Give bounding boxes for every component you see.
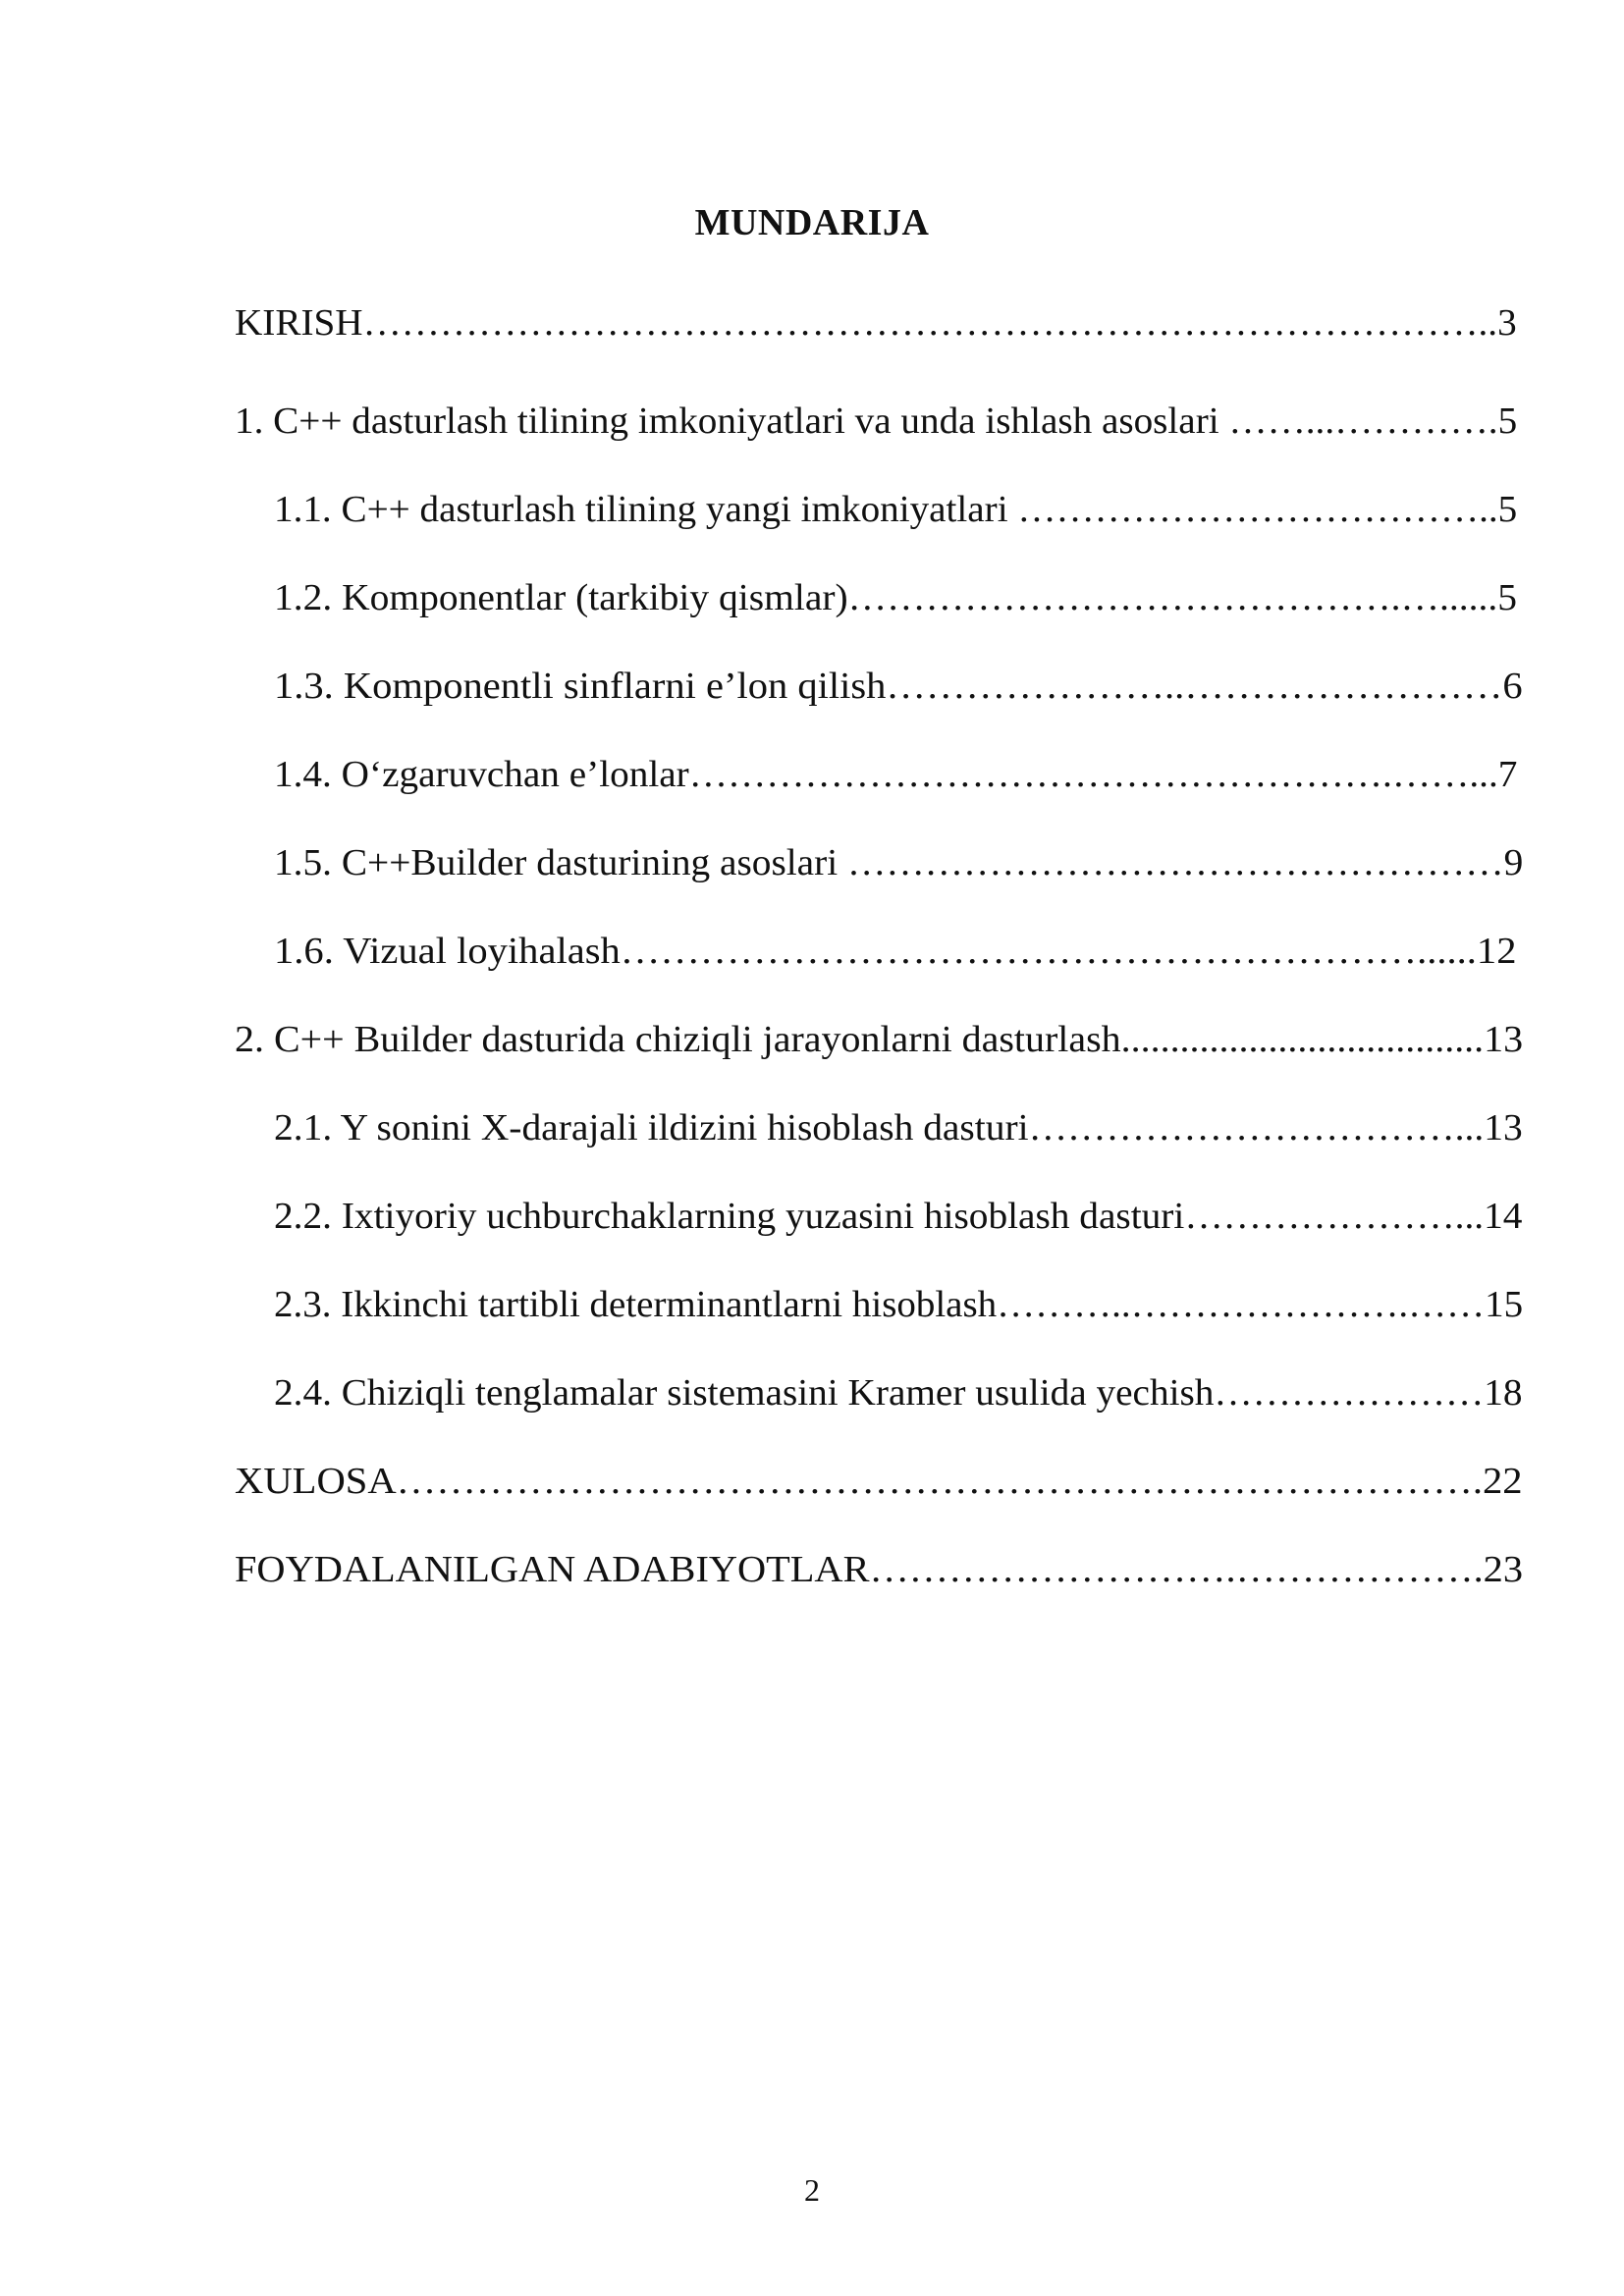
toc-entry-1-5: 1.5. C++Builder dasturining asoslari ……………………………………………9 <box>274 842 1524 883</box>
toc-entry-chapter-2: 2. C++ Builder dasturida chiziqli jarayonlarni dasturlash.....................................13 <box>235 1019 1524 1060</box>
toc-entry-2-3: 2.3. Ikkinchi tartibli determinantlarni hisoblash………..………………….……15 <box>274 1284 1524 1325</box>
toc-entry-2-2: 2.2. Ixtiyoriy uchburchaklarning yuzasini hisoblash dasturi…………………...14 <box>274 1196 1523 1237</box>
toc-entry-1-4: 1.4. O‘zgaruvchan e’lonlar……………………………………………….……...7 <box>274 754 1518 795</box>
toc-entry-1-1: 1.1. C++ dasturlash tilining yangi imkoniyatlari ………………………………..5 <box>274 489 1518 530</box>
toc-entry-chapter-1: 1. C++ dasturlash tilining imkoniyatlari va unda ishlash asoslari ……...………….5 <box>235 400 1518 442</box>
toc-entry-xulosa: XULOSA……………………………………………………………………….22 <box>235 1461 1523 1502</box>
toc-entry-2-1: 2.1. Y sonini X-darajali ildizini hisoblash dasturi……………………………...13 <box>274 1107 1523 1148</box>
page-number: 2 <box>804 2172 820 2208</box>
toc-entry-kirish: KIRISH……………………………………………………………………………..3 <box>235 302 1517 344</box>
toc-entry-1-2: 1.2. Komponentlar (tarkibiy qismlar)…………………………………….…......5 <box>274 577 1518 618</box>
toc-entry-1-6: 1.6. Vizual loyihalash……………………………………………………......12 <box>274 931 1517 972</box>
toc-entry-adabiyotlar: FOYDALANILGAN ADABIYOTLAR……………………….……………….23 <box>235 1549 1524 1590</box>
toc-entry-1-3: 1.3. Komponentli sinflarni e’lon qilish…………………..……………………6 <box>274 666 1523 707</box>
toc-entry-2-4: 2.4. Chiziqli tenglamalar sistemasini Kramer usulida yechish…………………18 <box>274 1372 1523 1414</box>
page-title: MUNDARIJA <box>694 202 930 243</box>
